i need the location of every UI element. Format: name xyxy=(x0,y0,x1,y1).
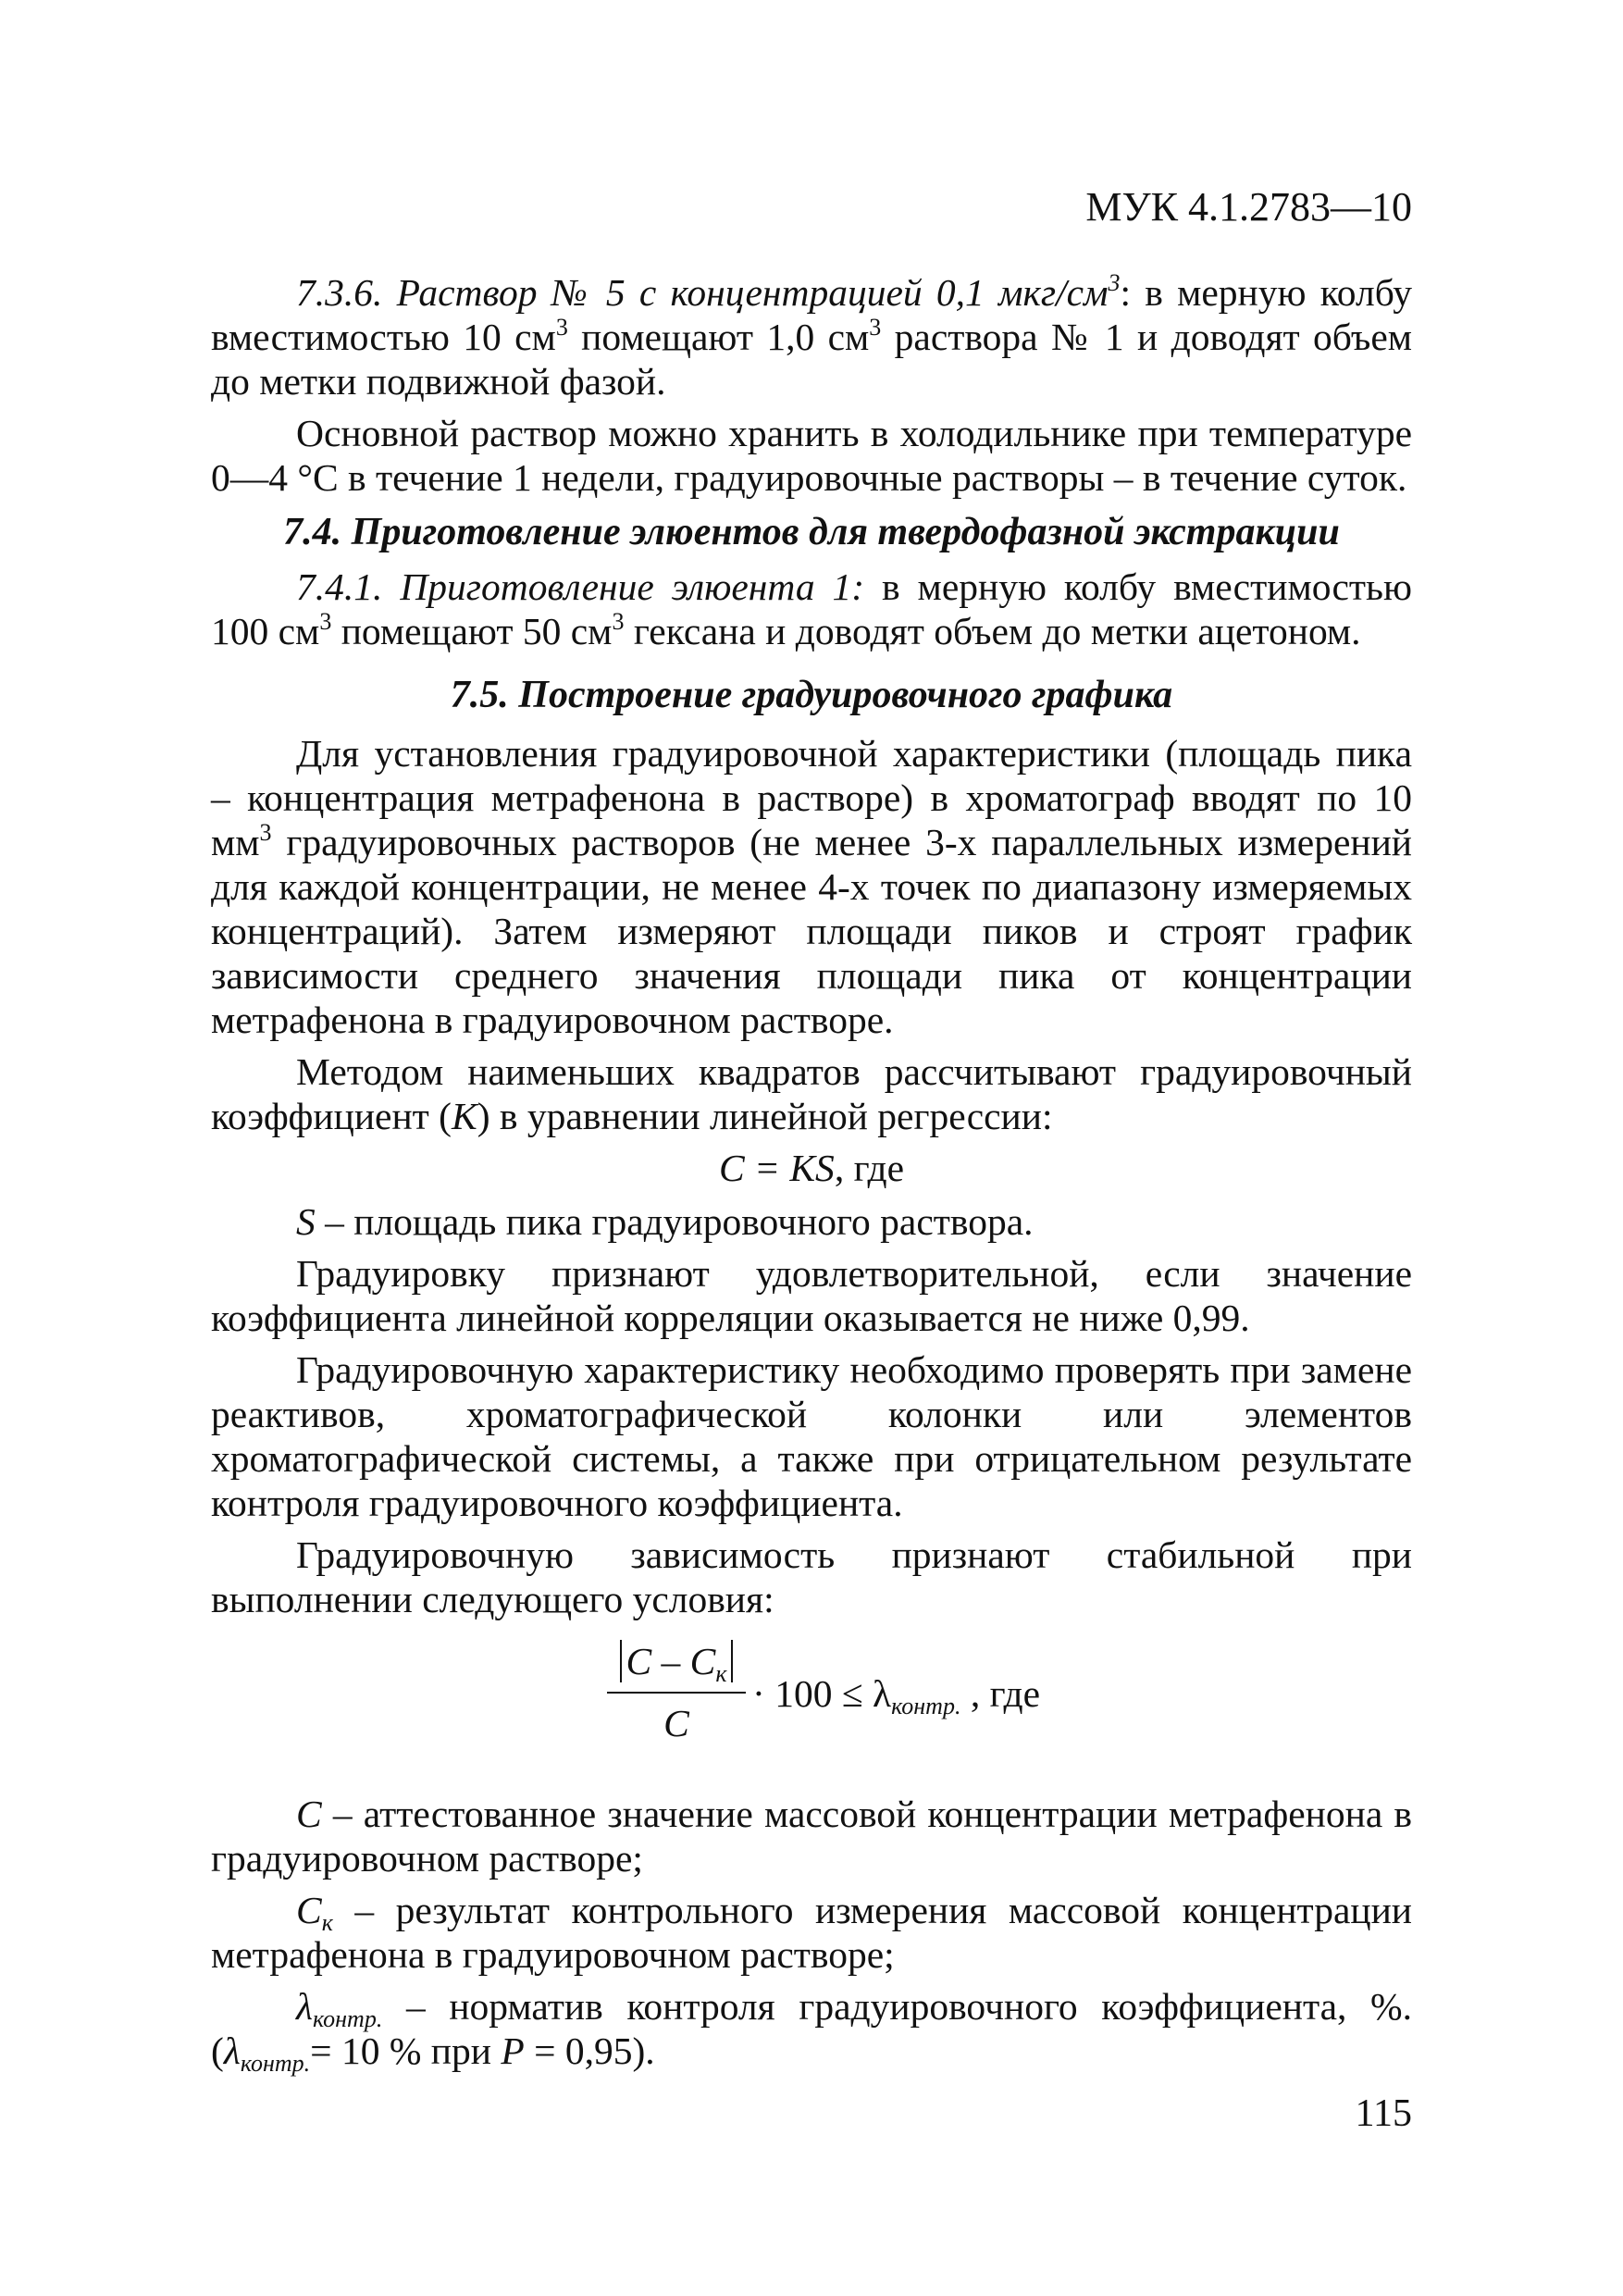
variable-c: C xyxy=(296,1889,322,1931)
paragraph-text: Методом наименьших квадратов рассчитывают градуировочный коэффициент ( xyxy=(211,1050,1412,1137)
paragraph-text: – норматив контроля градуировочного коэффициента, %. ( xyxy=(211,1985,1412,2072)
paragraph-text: = 10 % при xyxy=(310,2029,502,2072)
paragraph-text: помещают 1,0 см xyxy=(567,316,870,358)
equation-stability-condition xyxy=(211,1634,1412,1773)
paragraph-7-4-1 xyxy=(211,565,1412,653)
subscript: контр. xyxy=(240,2050,311,2077)
fraction-denominator: C xyxy=(663,1702,689,1744)
superscript: 3 xyxy=(259,819,272,846)
subscript: к xyxy=(715,1660,727,1687)
paragraph-check-conditions: Градуировочную характеристику необходимо проверять при замене реактивов, хроматографической колонки или элементов хроматографической системы, а также при отрицательном результате контроля градуировочного коэффициента. xyxy=(211,1348,1412,1524)
paragraph-text: – площадь пика градуировочного раствора. xyxy=(315,1200,1034,1243)
superscript: 3 xyxy=(869,314,882,341)
variable-p: P xyxy=(501,2029,525,2072)
paragraph-text: гексана и доводят объем до метки ацетоном. xyxy=(624,610,1361,652)
superscript: 3 xyxy=(1108,269,1121,296)
section-heading-7-4: 7.4. Приготовление элюентов для твердофазной экстракции xyxy=(283,511,1340,553)
fraction-bar xyxy=(607,1692,746,1694)
superscript: 3 xyxy=(612,608,625,635)
paragraph-s-definition xyxy=(211,1199,1412,1244)
variable-s: S xyxy=(296,1200,316,1243)
equation-rest xyxy=(752,1671,1041,1719)
superscript: 3 xyxy=(555,314,568,341)
superscript: 3 xyxy=(319,608,332,635)
variable-lambda: λ xyxy=(296,1985,313,2028)
paragraph-7-3-6 xyxy=(211,270,1412,403)
paragraph-text: градуировочных растворов (не менее 3-х параллельных измерений для каждой концентрации, не менее 4-х точек по диапазону измеряемых концентраций). Затем измеряют площади пиков и строят график зависимости среднего значения площади пика от концентрации метрафенона в градуировочном растворе. xyxy=(211,821,1412,1041)
equation-suffix: , где xyxy=(960,1672,1041,1715)
equation-formula: C = KS xyxy=(718,1147,835,1189)
paragraph-text: ) в уравнении линейной регрессии: xyxy=(477,1095,1053,1137)
paragraph-least-squares xyxy=(211,1049,1412,1138)
fraction-numerator xyxy=(607,1634,746,1688)
paragraph-text: – аттестованное значение массовой концентрации метрафенона в градуировочном растворе; xyxy=(211,1793,1412,1880)
equation-linear-regression xyxy=(211,1146,1412,1190)
section-heading-7-5: 7.5. Построение градуировочного графика xyxy=(450,674,1173,716)
subscript: к xyxy=(321,1909,333,1936)
paragraph-text: : в мерную колбу вместимостью 10 см xyxy=(211,271,1412,358)
paragraph-stability: Градуировочную зависимость признают стабильной при выполнении следующего условия: xyxy=(211,1533,1412,1620)
absolute-value xyxy=(620,1640,732,1687)
paragraph-correlation: Градуировку признают удовлетворительной, если значение коэффициента линейной корреляции оказывается не ниже 0,99. xyxy=(211,1252,1412,1339)
paragraph-text: Для установления градуировочной характеристики (площадь пика – концентрация метрафенона в растворе) в хроматограф вводят по 10 мм xyxy=(211,732,1412,863)
paragraph-text: помещают 50 см xyxy=(331,610,613,652)
paragraph-text: = 0,95). xyxy=(524,2029,655,2072)
subscript: контр. xyxy=(891,1693,961,1719)
paragraph-text: раствора № 1 и доводят объем до метки подвижной фазой. xyxy=(211,316,1413,403)
paragraph-lead: 7.3.6. Раствор № 5 с концентрацией 0,1 мкг/см xyxy=(296,271,1109,314)
equation-suffix: , где xyxy=(834,1147,905,1189)
paragraph-c-definition xyxy=(211,1792,1412,1880)
fraction xyxy=(607,1634,746,1749)
document-code-header: МУК 4.1.2783—10 xyxy=(1085,184,1412,230)
variable-c: C xyxy=(296,1793,322,1835)
page-number: 115 xyxy=(1355,2092,1412,2135)
variable-k: K xyxy=(452,1095,477,1137)
document-body xyxy=(211,270,1412,2080)
paragraph-text: – результат контрольного измерения массовой концентрации метрафенона в градуировочном растворе; xyxy=(211,1889,1412,1976)
paragraph-ck-definition xyxy=(211,1888,1412,1977)
paragraph-lead: 7.4.1. Приготовление элюента 1: xyxy=(296,565,865,608)
paragraph-text: в мерную колбу вместимостью 100 см xyxy=(211,565,1412,652)
paragraph-storage: Основной раствор можно хранить в холодильнике при температуре 0—4 °С в течение 1 недели, градуировочные растворы – в течение суток. xyxy=(211,412,1412,499)
variable-lambda: λ xyxy=(223,2029,241,2072)
paragraph-calibration xyxy=(211,731,1412,1042)
subscript: контр. xyxy=(312,2005,383,2032)
paragraph-lambda-definition xyxy=(211,1984,1412,2077)
numerator-text: C – C xyxy=(626,1640,716,1682)
equation-text: · 100 ≤ λ xyxy=(752,1672,892,1715)
